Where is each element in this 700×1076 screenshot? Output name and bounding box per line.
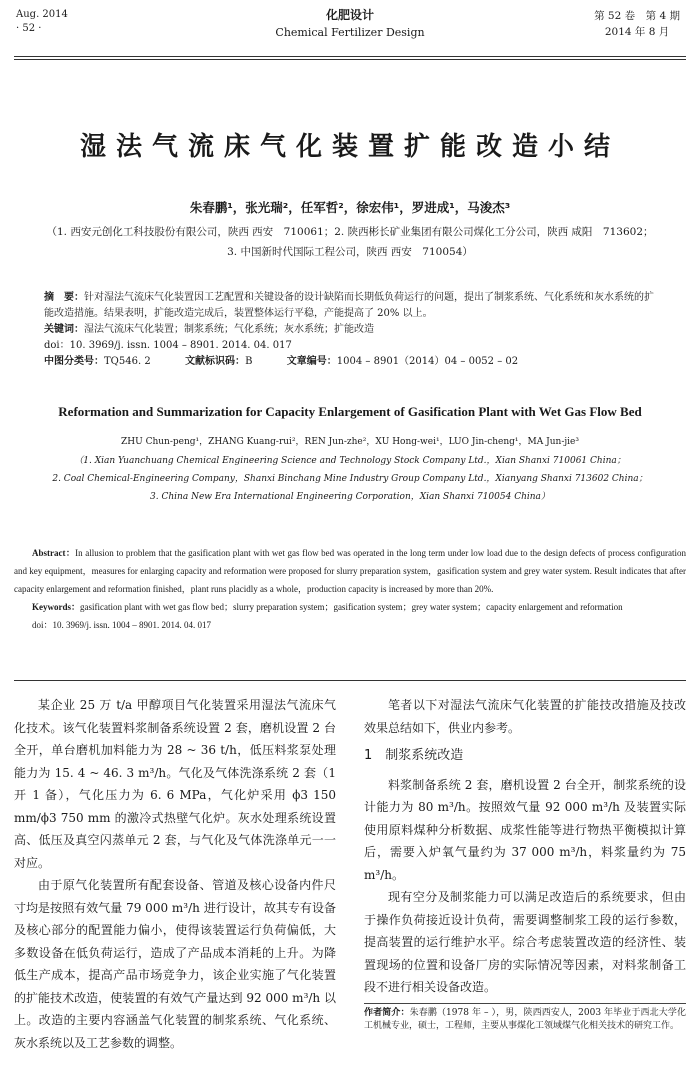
doccode-label: 文献标识码：	[185, 356, 246, 367]
body-paragraph: 某企业 25 万 t/a 甲醇项目气化装置采用湿法气流床气化技术。该气化装置料浆制备系统设置 2 套，磨机设置 2 台全开，单台磨机加料能力为 28 ~ 36 t/h，低压料浆泵处理能力为 15. 4 ~ 46. 3 m³/h。气化及气体洗涤系统 2 套（1 开 1 备），气化压力为 6. 6 MPa，气化炉采用 ϕ3 150 mm/ϕ3 750 mm 的激冷式热壁气化炉。灰水处理系统设置高、低压及真空闪蒸单元 2 套，与气化及气体洗涤单元一一对应。	[14, 698, 336, 870]
authors-cn: 朱春鹏¹，张光瑞²，任军哲²，徐宏伟¹，罗进成¹，马浚杰³	[189, 200, 511, 215]
affiliation-en-line: 3. China New Era International Engineering Corporation，Xian Shanxi 710054 China）	[150, 492, 550, 502]
clc-value: TQ546. 2	[104, 356, 151, 367]
author-note	[364, 1003, 686, 1033]
header-page-number: · 52 ·	[16, 23, 42, 34]
keywords-cn-text: 湿法气流床气化装置；制浆系统；气化系统；灰水系统；扩能改造	[84, 324, 374, 335]
header-volume: 第 52 卷 第 4 期	[594, 10, 680, 22]
author-note-label: 作者简介：	[364, 1007, 410, 1018]
header-rule	[14, 56, 686, 57]
affiliations-cn	[0, 222, 700, 262]
doi-cn: doi：10. 3969/j. issn. 1004 – 8901. 2014. 04. 017	[44, 340, 292, 351]
body-paragraph: 料浆制备系统 2 套，磨机设置 2 台全开，制浆系统的设计能力为 80 m³/h。按照效气量 92 000 m³/h 及装置实际使用原料煤种分析数据、成浆性能等进行物热平衡模拟计算后，需要入炉氧气量约为 37 000 m³/h，料浆量约为 75 m³/h。	[364, 777, 686, 882]
doi-en: doi：10. 3969/j. issn. 1004 – 8901. 2014. 04. 017	[32, 620, 212, 630]
classification-line	[44, 354, 660, 370]
keywords-cn-label: 关键词：	[44, 324, 84, 335]
abstract-en-block	[14, 544, 686, 634]
affiliation-en-line: 2. Coal Chemical-Engineering Company，Shanxi Binchang Mine Industry Group Company Ltd.，Xianyang Shanxi 713602 China；	[52, 474, 648, 484]
title-en: Reformation and Summarization for Capacity Enlargement of Gasification Plant with Wet Gas Flow Bed	[58, 404, 642, 419]
abstract-en	[14, 544, 686, 598]
header-date-cn: 2014 年 8 月	[604, 26, 670, 38]
body-paragraph: 由于原气化装置所有配套设备、管道及核心设备内件尺寸均是按照有效气量 79 000 m³/h 进行设计，故其专有设备及核心部分的配置能力偏小，使得该装置运行负荷偏低，大多数设备在低负荷运行，造成了产品成本消耗的上升。为降低生产成本，提高产品市场竞争力，该企业实施了气化装置的扩能技术改造，使装置的有效气产量达到 92 000 m³/h 以上。改造的主要内容涵盖气化装置的制浆系统、气化系统、灰水系统以及工艺参数的调整。	[14, 878, 336, 1050]
abstract-cn-text: 针对湿法气流床气化装置因工艺配置和关键设备的设计缺陷而长期低负荷运行的问题，提出了制浆系统、气化系统和灰水系统的扩能改造措施。结果表明，扩能改造完成后，装置整体运行平稳，产能提高了 20% 以上。	[44, 292, 654, 319]
keywords-cn	[44, 322, 660, 338]
body-paragraph: 现有空分及制浆能力可以满足改造后的系统要求，但由于操作负荷接近设计负荷，需要调整制浆工段的运行参数，提高装置的运行维护水平。综合考虑装置改造的经济性、装置现场的位置和设备厂房的实际情况等因素，对料浆制备工段不进行相关设备改造。	[364, 890, 686, 994]
clc-label: 中图分类号：	[44, 356, 104, 367]
keywords-en-label: Keywords：	[32, 602, 80, 612]
doccode-value: B	[245, 356, 253, 367]
article-label: 文章编号：	[286, 356, 337, 367]
section-heading-1: 1 制浆系统改造	[364, 748, 464, 763]
body-column-left	[14, 694, 336, 1054]
authors-en: ZHU Chun-peng¹，ZHANG Kuang-rui²，REN Jun-zhe²，XU Hong-wei¹，LUO Jin-cheng¹，MA Jun-jie³	[121, 437, 579, 447]
body-column-right	[364, 694, 686, 1033]
affiliations-en	[0, 452, 700, 506]
header-date-en: Aug. 2014	[16, 9, 68, 20]
abstract-separator	[14, 680, 686, 681]
journal-name-en: Chemical Fertilizer Design	[275, 26, 425, 39]
abstract-cn-block	[44, 290, 660, 370]
body-paragraph: 笔者以下对湿法气流床气化装置的扩能技改措施及技改效果总结如下，供业内参考。	[364, 698, 686, 735]
affiliation-cn-line: （1. 西安元创化工科技股份有限公司，陕西 西安 710061；2. 陕西彬长矿业集团有限公司煤化工分公司，陕西 咸阳 713602；	[46, 226, 654, 238]
abstract-en-label: Abstract：	[32, 548, 76, 558]
abstract-cn-label: 摘 要：	[44, 292, 84, 303]
affiliation-cn-line: 3. 中国新时代国际工程公司，陕西 西安 710054）	[227, 246, 473, 258]
header-rule-thin	[14, 59, 686, 60]
author-note-text: 朱春鹏（1978 年 – ），男，陕西西安人，2003 年毕业于西北大学化工机械专业，硕士，工程师，主要从事煤化工领域煤气化相关技术的研究工作。	[364, 1007, 686, 1031]
keywords-en-text: gasification plant with wet gas flow bed；slurry preparation system；gasification system；grey water system；capacity enlargement and reformation	[80, 602, 623, 612]
article-value: 1004 – 8901（2014）04 – 0052 – 02	[336, 356, 519, 367]
keywords-en	[14, 598, 686, 616]
journal-name-cn: 化肥设计	[325, 8, 374, 22]
header-right	[594, 8, 680, 40]
running-header	[0, 0, 700, 50]
abstract-cn	[44, 290, 660, 322]
affiliation-en-line: （1. Xian Yuanchuang Chemical Engineering Science and Technology Stock Company Ltd.，Xian Shanxi 710061 China；	[74, 456, 626, 466]
abstract-en-text: In allusion to problem that the gasification plant with wet gas flow bed was operated in the long term under low load due to the design defects of process configuration and key equipment，measures for enlarging capacity and reformation were proposed for slurry preparation system，gasification system and grey water system. Result indicates that after capacity enlargement and reformation finished，plant runs placidly as a whole，production capacity is increased by more than 20%.	[14, 548, 686, 594]
title-cn: 湿法气流床气化装置扩能改造小结	[79, 132, 620, 162]
